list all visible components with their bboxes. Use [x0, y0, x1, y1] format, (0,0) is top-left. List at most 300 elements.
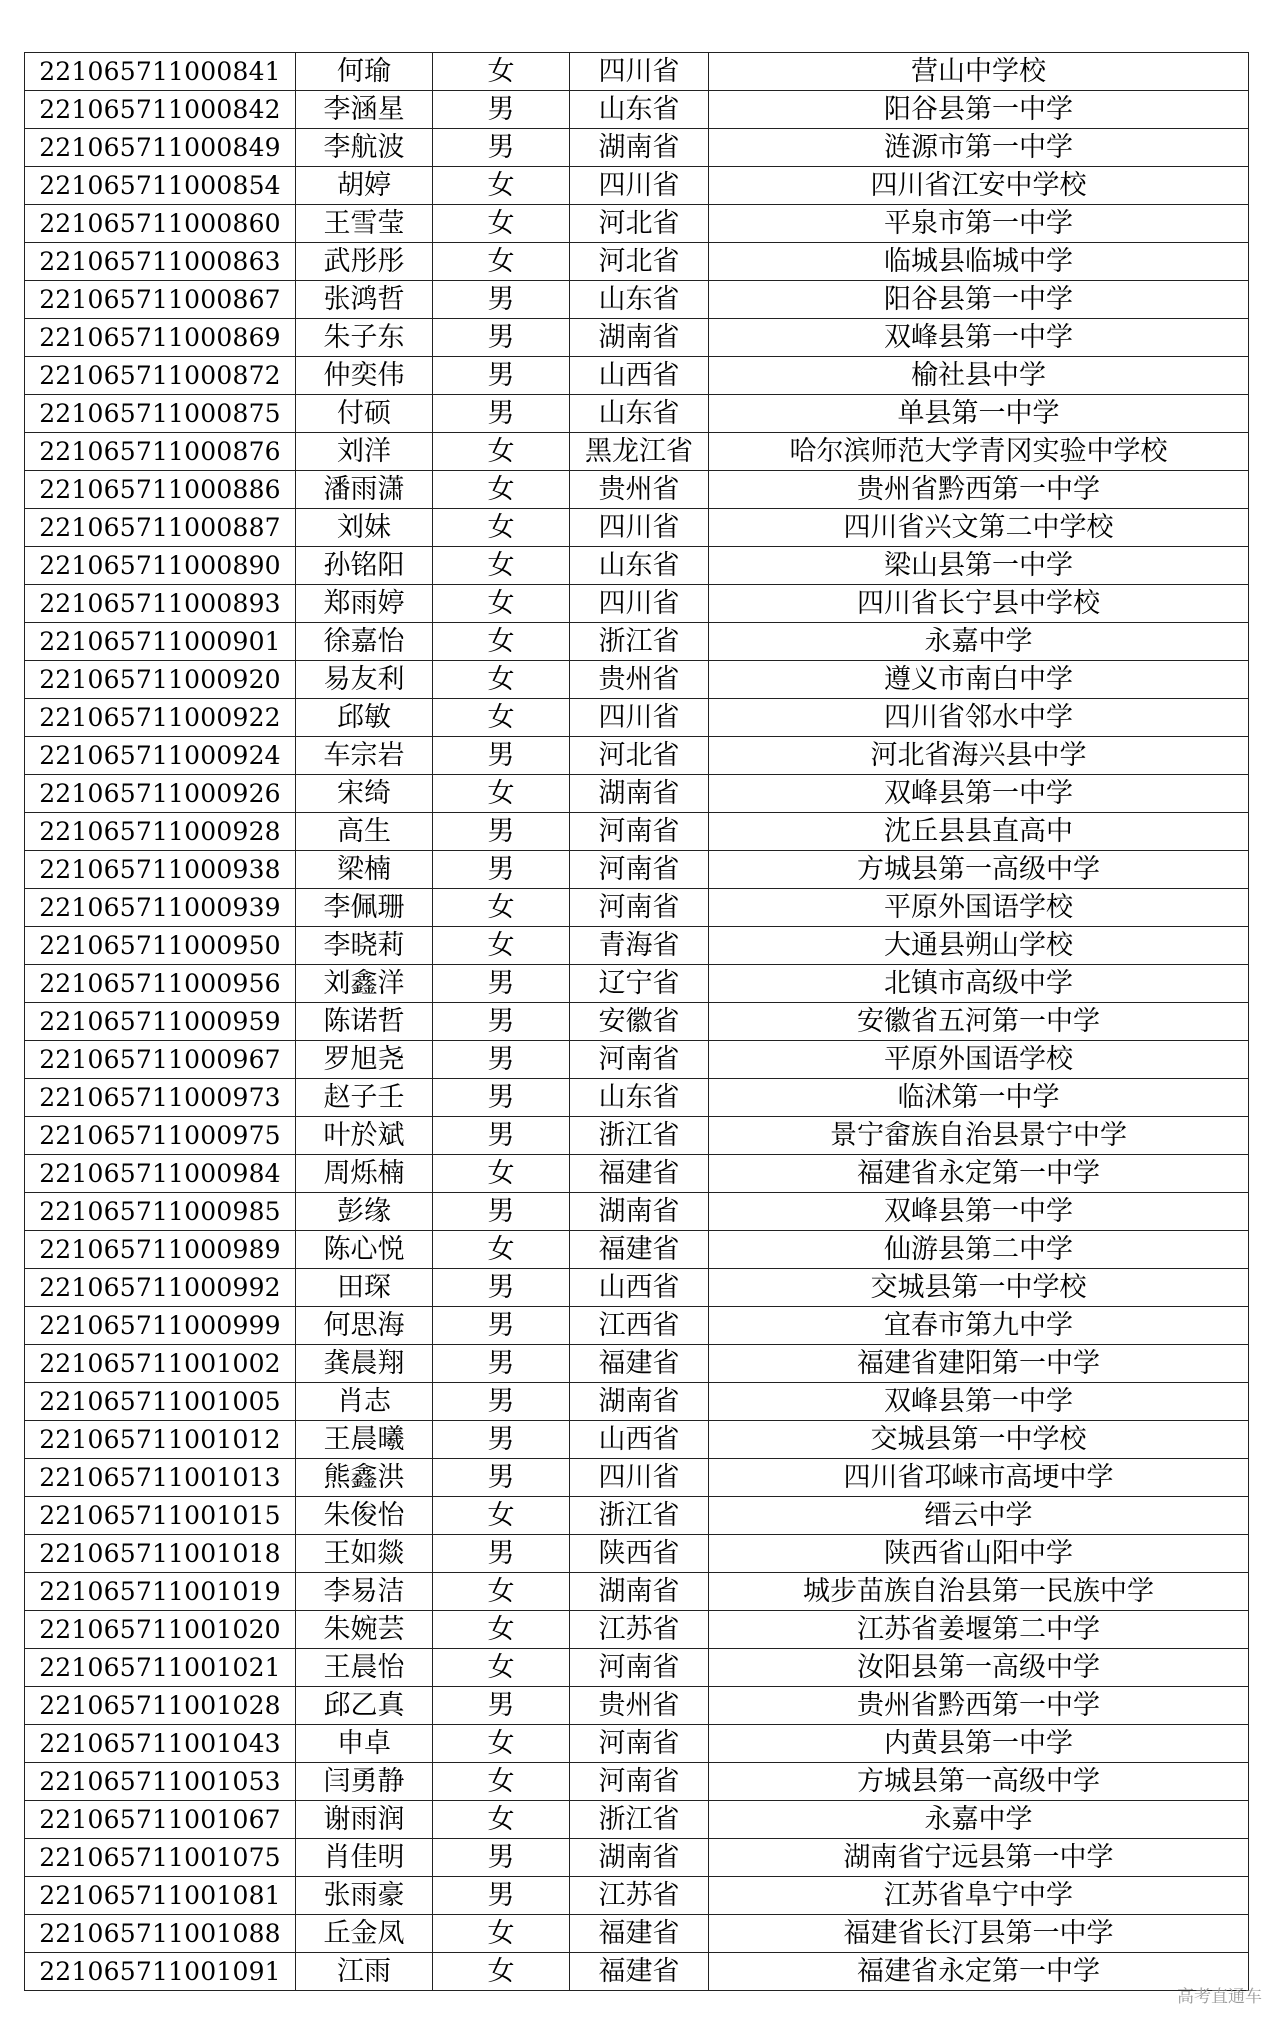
- candidate-id-cell: 221065711001012: [25, 1421, 296, 1459]
- province-cell: 山西省: [570, 1269, 709, 1307]
- province-cell: 福建省: [570, 1345, 709, 1383]
- province-cell: 河南省: [570, 1725, 709, 1763]
- school-cell: 景宁畲族自治县景宁中学: [709, 1117, 1249, 1155]
- table-row: [25, 129, 1249, 167]
- province-cell: 江西省: [570, 1307, 709, 1345]
- table-row: [25, 1383, 1249, 1421]
- table-row: [25, 471, 1249, 509]
- gender-cell: 男: [433, 1079, 570, 1117]
- gender-cell: 女: [433, 1611, 570, 1649]
- candidate-id-cell: 221065711001005: [25, 1383, 296, 1421]
- table-row: [25, 1953, 1249, 1991]
- candidate-id-cell: 221065711001002: [25, 1345, 296, 1383]
- candidate-id-cell: 221065711000901: [25, 623, 296, 661]
- school-cell: 福建省永定第一中学: [709, 1155, 1249, 1193]
- province-cell: 陕西省: [570, 1535, 709, 1573]
- name-cell: 邱敏: [296, 699, 433, 737]
- province-cell: 福建省: [570, 1953, 709, 1991]
- gender-cell: 女: [433, 53, 570, 91]
- table-row: [25, 509, 1249, 547]
- province-cell: 河南省: [570, 1649, 709, 1687]
- gender-cell: 男: [433, 1193, 570, 1231]
- school-cell: 平原外国语学校: [709, 1041, 1249, 1079]
- table-row: [25, 167, 1249, 205]
- province-cell: 福建省: [570, 1231, 709, 1269]
- province-cell: 湖南省: [570, 1383, 709, 1421]
- school-cell: 双峰县第一中学: [709, 1383, 1249, 1421]
- province-cell: 河南省: [570, 813, 709, 851]
- gender-cell: 男: [433, 1345, 570, 1383]
- province-cell: 四川省: [570, 585, 709, 623]
- province-cell: 安徽省: [570, 1003, 709, 1041]
- candidate-id-cell: 221065711000893: [25, 585, 296, 623]
- name-cell: 赵子壬: [296, 1079, 433, 1117]
- gender-cell: 女: [433, 509, 570, 547]
- school-cell: 永嘉中学: [709, 1801, 1249, 1839]
- name-cell: 何思海: [296, 1307, 433, 1345]
- table-row: [25, 1307, 1249, 1345]
- table-row: [25, 813, 1249, 851]
- table-row: [25, 1193, 1249, 1231]
- candidate-id-cell: 221065711001088: [25, 1915, 296, 1953]
- gender-cell: 女: [433, 1763, 570, 1801]
- gender-cell: 男: [433, 965, 570, 1003]
- gender-cell: 男: [433, 357, 570, 395]
- school-cell: 贵州省黔西第一中学: [709, 471, 1249, 509]
- school-cell: 北镇市高级中学: [709, 965, 1249, 1003]
- table-row: [25, 1079, 1249, 1117]
- school-cell: 缙云中学: [709, 1497, 1249, 1535]
- school-cell: 沈丘县县直高中: [709, 813, 1249, 851]
- candidate-id-cell: 221065711000849: [25, 129, 296, 167]
- gender-cell: 男: [433, 1459, 570, 1497]
- gender-cell: 男: [433, 319, 570, 357]
- candidate-id-cell: 221065711001021: [25, 1649, 296, 1687]
- name-cell: 潘雨潇: [296, 471, 433, 509]
- candidate-id-cell: 221065711000854: [25, 167, 296, 205]
- table-row: [25, 1269, 1249, 1307]
- gender-cell: 男: [433, 1687, 570, 1725]
- school-cell: 哈尔滨师范大学青冈实验中学校: [709, 433, 1249, 471]
- candidate-id-cell: 221065711000860: [25, 205, 296, 243]
- gender-cell: 女: [433, 623, 570, 661]
- name-cell: 仲奕伟: [296, 357, 433, 395]
- table-row: [25, 433, 1249, 471]
- school-cell: 大通县朔山学校: [709, 927, 1249, 965]
- province-cell: 河北省: [570, 737, 709, 775]
- name-cell: 李晓莉: [296, 927, 433, 965]
- province-cell: 浙江省: [570, 1497, 709, 1535]
- name-cell: 何瑜: [296, 53, 433, 91]
- name-cell: 邱乙真: [296, 1687, 433, 1725]
- gender-cell: 男: [433, 737, 570, 775]
- province-cell: 湖南省: [570, 1193, 709, 1231]
- name-cell: 肖佳明: [296, 1839, 433, 1877]
- province-cell: 四川省: [570, 53, 709, 91]
- candidate-id-cell: 221065711000967: [25, 1041, 296, 1079]
- gender-cell: 男: [433, 1307, 570, 1345]
- gender-cell: 女: [433, 471, 570, 509]
- province-cell: 河南省: [570, 1041, 709, 1079]
- candidate-id-cell: 221065711000872: [25, 357, 296, 395]
- province-cell: 河南省: [570, 889, 709, 927]
- school-cell: 临城县临城中学: [709, 243, 1249, 281]
- school-cell: 梁山县第一中学: [709, 547, 1249, 585]
- gender-cell: 男: [433, 1383, 570, 1421]
- school-cell: 双峰县第一中学: [709, 1193, 1249, 1231]
- province-cell: 浙江省: [570, 1801, 709, 1839]
- school-cell: 宜春市第九中学: [709, 1307, 1249, 1345]
- school-cell: 榆社县中学: [709, 357, 1249, 395]
- candidate-id-cell: 221065711000875: [25, 395, 296, 433]
- candidate-id-cell: 221065711000876: [25, 433, 296, 471]
- province-cell: 山东省: [570, 91, 709, 129]
- gender-cell: 女: [433, 699, 570, 737]
- gender-cell: 男: [433, 851, 570, 889]
- province-cell: 贵州省: [570, 1687, 709, 1725]
- table-row: [25, 1839, 1249, 1877]
- table-row: [25, 1041, 1249, 1079]
- school-cell: 福建省长汀县第一中学: [709, 1915, 1249, 1953]
- school-cell: 临沭第一中学: [709, 1079, 1249, 1117]
- table-row: [25, 243, 1249, 281]
- school-cell: 双峰县第一中学: [709, 319, 1249, 357]
- candidate-id-cell: 221065711000928: [25, 813, 296, 851]
- school-cell: 四川省兴文第二中学校: [709, 509, 1249, 547]
- name-cell: 李航波: [296, 129, 433, 167]
- school-cell: 平原外国语学校: [709, 889, 1249, 927]
- table-row: [25, 1459, 1249, 1497]
- province-cell: 浙江省: [570, 1117, 709, 1155]
- province-cell: 湖南省: [570, 775, 709, 813]
- name-cell: 闫勇静: [296, 1763, 433, 1801]
- school-cell: 四川省江安中学校: [709, 167, 1249, 205]
- candidate-id-cell: 221065711000989: [25, 1231, 296, 1269]
- candidate-id-cell: 221065711001053: [25, 1763, 296, 1801]
- table-row: [25, 205, 1249, 243]
- name-cell: 叶於斌: [296, 1117, 433, 1155]
- candidate-id-cell: 221065711001075: [25, 1839, 296, 1877]
- school-cell: 遵义市南白中学: [709, 661, 1249, 699]
- table-row: [25, 1725, 1249, 1763]
- table-row: [25, 1649, 1249, 1687]
- province-cell: 江苏省: [570, 1611, 709, 1649]
- school-cell: 四川省长宁县中学校: [709, 585, 1249, 623]
- name-cell: 宋绮: [296, 775, 433, 813]
- province-cell: 青海省: [570, 927, 709, 965]
- province-cell: 山西省: [570, 1421, 709, 1459]
- school-cell: 涟源市第一中学: [709, 129, 1249, 167]
- candidate-id-cell: 221065711001067: [25, 1801, 296, 1839]
- province-cell: 浙江省: [570, 623, 709, 661]
- candidate-id-cell: 221065711000869: [25, 319, 296, 357]
- name-cell: 彭缘: [296, 1193, 433, 1231]
- gender-cell: 女: [433, 1573, 570, 1611]
- province-cell: 福建省: [570, 1915, 709, 1953]
- province-cell: 福建省: [570, 1155, 709, 1193]
- table-row: [25, 1345, 1249, 1383]
- table-row: [25, 1421, 1249, 1459]
- gender-cell: 女: [433, 1953, 570, 1991]
- candidate-id-cell: 221065711000992: [25, 1269, 296, 1307]
- gender-cell: 女: [433, 927, 570, 965]
- table-row: [25, 1611, 1249, 1649]
- school-cell: 交城县第一中学校: [709, 1421, 1249, 1459]
- school-cell: 永嘉中学: [709, 623, 1249, 661]
- province-cell: 四川省: [570, 699, 709, 737]
- school-cell: 方城县第一高级中学: [709, 1763, 1249, 1801]
- province-cell: 河南省: [570, 851, 709, 889]
- gender-cell: 女: [433, 775, 570, 813]
- province-cell: 山东省: [570, 1079, 709, 1117]
- candidate-id-cell: 221065711000956: [25, 965, 296, 1003]
- candidate-id-cell: 221065711000890: [25, 547, 296, 585]
- name-cell: 李易洁: [296, 1573, 433, 1611]
- candidate-id-cell: 221065711001018: [25, 1535, 296, 1573]
- name-cell: 王晨曦: [296, 1421, 433, 1459]
- province-cell: 山东省: [570, 395, 709, 433]
- candidate-id-cell: 221065711000886: [25, 471, 296, 509]
- table-row: [25, 737, 1249, 775]
- gender-cell: 男: [433, 395, 570, 433]
- candidate-id-cell: 221065711000867: [25, 281, 296, 319]
- table-row: [25, 547, 1249, 585]
- school-cell: 城步苗族自治县第一民族中学: [709, 1573, 1249, 1611]
- candidate-id-cell: 221065711000924: [25, 737, 296, 775]
- candidate-id-cell: 221065711000938: [25, 851, 296, 889]
- table-row: [25, 281, 1249, 319]
- name-cell: 刘妹: [296, 509, 433, 547]
- candidate-id-cell: 221065711000863: [25, 243, 296, 281]
- name-cell: 丘金凤: [296, 1915, 433, 1953]
- admission-table-body: [25, 53, 1249, 1991]
- table-row: [25, 1003, 1249, 1041]
- school-cell: 江苏省姜堰第二中学: [709, 1611, 1249, 1649]
- candidate-id-cell: 221065711000973: [25, 1079, 296, 1117]
- admission-table: [24, 52, 1249, 1991]
- province-cell: 贵州省: [570, 661, 709, 699]
- table-row: [25, 1117, 1249, 1155]
- table-row: [25, 851, 1249, 889]
- gender-cell: 男: [433, 1535, 570, 1573]
- gender-cell: 女: [433, 167, 570, 205]
- gender-cell: 男: [433, 1269, 570, 1307]
- name-cell: 易友利: [296, 661, 433, 699]
- name-cell: 申卓: [296, 1725, 433, 1763]
- name-cell: 熊鑫洪: [296, 1459, 433, 1497]
- school-cell: 仙游县第二中学: [709, 1231, 1249, 1269]
- gender-cell: 女: [433, 205, 570, 243]
- school-cell: 平泉市第一中学: [709, 205, 1249, 243]
- gender-cell: 女: [433, 1155, 570, 1193]
- gender-cell: 男: [433, 1877, 570, 1915]
- candidate-id-cell: 221065711000926: [25, 775, 296, 813]
- table-row: [25, 1535, 1249, 1573]
- table-row: [25, 1497, 1249, 1535]
- province-cell: 山东省: [570, 281, 709, 319]
- candidate-id-cell: 221065711000841: [25, 53, 296, 91]
- school-cell: 安徽省五河第一中学: [709, 1003, 1249, 1041]
- name-cell: 孙铭阳: [296, 547, 433, 585]
- gender-cell: 女: [433, 243, 570, 281]
- province-cell: 湖南省: [570, 319, 709, 357]
- province-cell: 山西省: [570, 357, 709, 395]
- candidate-id-cell: 221065711000887: [25, 509, 296, 547]
- name-cell: 高生: [296, 813, 433, 851]
- table-row: [25, 53, 1249, 91]
- candidate-id-cell: 221065711001081: [25, 1877, 296, 1915]
- gender-cell: 男: [433, 129, 570, 167]
- province-cell: 江苏省: [570, 1877, 709, 1915]
- name-cell: 张鸿哲: [296, 281, 433, 319]
- name-cell: 梁楠: [296, 851, 433, 889]
- name-cell: 江雨: [296, 1953, 433, 1991]
- name-cell: 王如燚: [296, 1535, 433, 1573]
- school-cell: 营山中学校: [709, 53, 1249, 91]
- name-cell: 胡婷: [296, 167, 433, 205]
- candidate-id-cell: 221065711000842: [25, 91, 296, 129]
- name-cell: 周烁楠: [296, 1155, 433, 1193]
- table-row: [25, 1877, 1249, 1915]
- table-row: [25, 585, 1249, 623]
- province-cell: 黑龙江省: [570, 433, 709, 471]
- gender-cell: 女: [433, 1231, 570, 1269]
- province-cell: 四川省: [570, 1459, 709, 1497]
- table-row: [25, 889, 1249, 927]
- school-cell: 汝阳县第一高级中学: [709, 1649, 1249, 1687]
- gender-cell: 女: [433, 1497, 570, 1535]
- school-cell: 阳谷县第一中学: [709, 91, 1249, 129]
- province-cell: 湖南省: [570, 1573, 709, 1611]
- name-cell: 付硕: [296, 395, 433, 433]
- table-row: [25, 1687, 1249, 1725]
- school-cell: 方城县第一高级中学: [709, 851, 1249, 889]
- school-cell: 单县第一中学: [709, 395, 1249, 433]
- candidate-id-cell: 221065711001091: [25, 1953, 296, 1991]
- name-cell: 陈诺哲: [296, 1003, 433, 1041]
- name-cell: 田琛: [296, 1269, 433, 1307]
- candidate-id-cell: 221065711000950: [25, 927, 296, 965]
- candidate-id-cell: 221065711000959: [25, 1003, 296, 1041]
- candidate-id-cell: 221065711001043: [25, 1725, 296, 1763]
- school-cell: 四川省邛崃市高埂中学: [709, 1459, 1249, 1497]
- name-cell: 肖志: [296, 1383, 433, 1421]
- name-cell: 朱俊怡: [296, 1497, 433, 1535]
- table-row: [25, 319, 1249, 357]
- table-row: [25, 1915, 1249, 1953]
- name-cell: 徐嘉怡: [296, 623, 433, 661]
- gender-cell: 女: [433, 585, 570, 623]
- candidate-id-cell: 221065711000999: [25, 1307, 296, 1345]
- province-cell: 山东省: [570, 547, 709, 585]
- gender-cell: 男: [433, 1041, 570, 1079]
- school-cell: 福建省永定第一中学: [709, 1953, 1249, 1991]
- table-row: [25, 699, 1249, 737]
- name-cell: 张雨豪: [296, 1877, 433, 1915]
- province-cell: 湖南省: [570, 1839, 709, 1877]
- table-row: [25, 1155, 1249, 1193]
- table-row: [25, 661, 1249, 699]
- province-cell: 贵州省: [570, 471, 709, 509]
- school-cell: 阳谷县第一中学: [709, 281, 1249, 319]
- name-cell: 谢雨润: [296, 1801, 433, 1839]
- gender-cell: 女: [433, 889, 570, 927]
- candidate-id-cell: 221065711000939: [25, 889, 296, 927]
- gender-cell: 男: [433, 813, 570, 851]
- gender-cell: 女: [433, 661, 570, 699]
- school-cell: 福建省建阳第一中学: [709, 1345, 1249, 1383]
- table-row: [25, 395, 1249, 433]
- name-cell: 王晨怡: [296, 1649, 433, 1687]
- candidate-id-cell: 221065711000922: [25, 699, 296, 737]
- gender-cell: 男: [433, 1003, 570, 1041]
- gender-cell: 女: [433, 1725, 570, 1763]
- name-cell: 王雪莹: [296, 205, 433, 243]
- name-cell: 武彤彤: [296, 243, 433, 281]
- candidate-id-cell: 221065711000985: [25, 1193, 296, 1231]
- name-cell: 陈心悦: [296, 1231, 433, 1269]
- table-row: [25, 91, 1249, 129]
- table-row: [25, 1801, 1249, 1839]
- gender-cell: 女: [433, 547, 570, 585]
- name-cell: 刘鑫洋: [296, 965, 433, 1003]
- candidate-id-cell: 221065711001019: [25, 1573, 296, 1611]
- school-cell: 交城县第一中学校: [709, 1269, 1249, 1307]
- name-cell: 朱子东: [296, 319, 433, 357]
- name-cell: 李涵星: [296, 91, 433, 129]
- candidate-id-cell: 221065711001013: [25, 1459, 296, 1497]
- name-cell: 李佩珊: [296, 889, 433, 927]
- province-cell: 四川省: [570, 509, 709, 547]
- gender-cell: 女: [433, 1801, 570, 1839]
- name-cell: 郑雨婷: [296, 585, 433, 623]
- candidate-id-cell: 221065711000975: [25, 1117, 296, 1155]
- school-cell: 四川省邻水中学: [709, 699, 1249, 737]
- school-cell: 贵州省黔西第一中学: [709, 1687, 1249, 1725]
- table-row: [25, 927, 1249, 965]
- candidate-id-cell: 221065711000984: [25, 1155, 296, 1193]
- gender-cell: 男: [433, 1421, 570, 1459]
- school-cell: 双峰县第一中学: [709, 775, 1249, 813]
- name-cell: 龚晨翔: [296, 1345, 433, 1383]
- candidate-id-cell: 221065711001015: [25, 1497, 296, 1535]
- province-cell: 河北省: [570, 243, 709, 281]
- name-cell: 朱婉芸: [296, 1611, 433, 1649]
- name-cell: 罗旭尧: [296, 1041, 433, 1079]
- gender-cell: 女: [433, 1915, 570, 1953]
- table-row: [25, 1573, 1249, 1611]
- school-cell: 河北省海兴县中学: [709, 737, 1249, 775]
- name-cell: 车宗岩: [296, 737, 433, 775]
- gender-cell: 男: [433, 1117, 570, 1155]
- candidate-id-cell: 221065711001028: [25, 1687, 296, 1725]
- gender-cell: 男: [433, 1839, 570, 1877]
- table-row: [25, 357, 1249, 395]
- province-cell: 河南省: [570, 1763, 709, 1801]
- gender-cell: 男: [433, 281, 570, 319]
- school-cell: 江苏省阜宁中学: [709, 1877, 1249, 1915]
- candidate-id-cell: 221065711000920: [25, 661, 296, 699]
- watermark-text: 高考直通车: [1177, 1987, 1262, 2007]
- name-cell: 刘洋: [296, 433, 433, 471]
- school-cell: 内黄县第一中学: [709, 1725, 1249, 1763]
- table-row: [25, 775, 1249, 813]
- province-cell: 四川省: [570, 167, 709, 205]
- table-row: [25, 623, 1249, 661]
- table-row: [25, 1763, 1249, 1801]
- school-cell: 陕西省山阳中学: [709, 1535, 1249, 1573]
- gender-cell: 女: [433, 433, 570, 471]
